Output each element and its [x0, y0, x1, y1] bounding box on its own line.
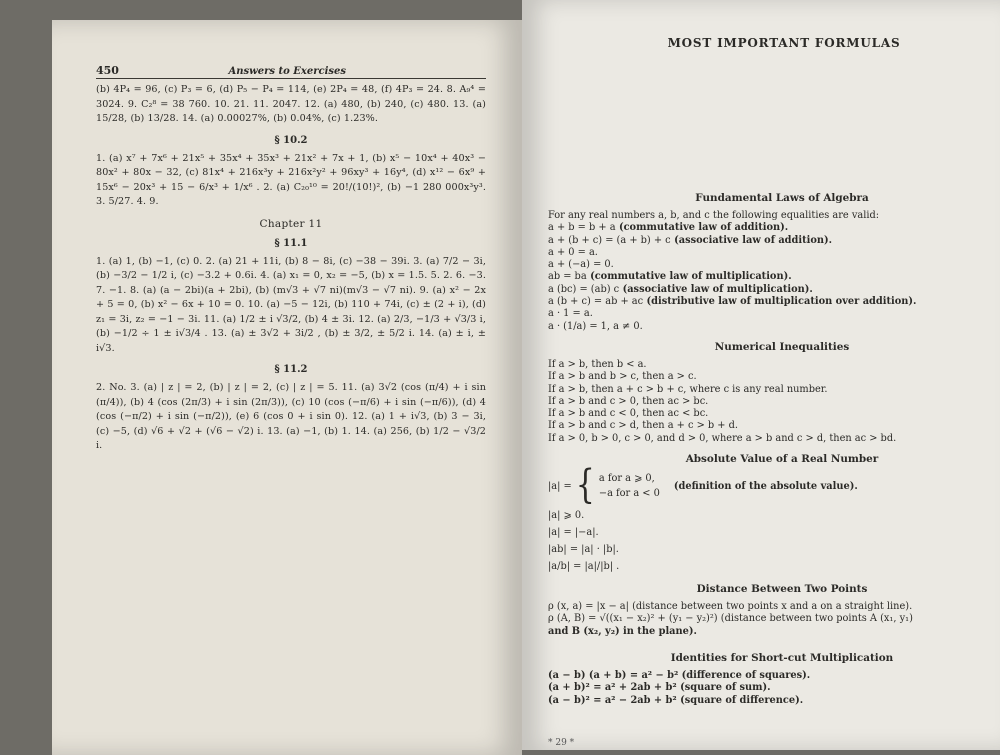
absolute-value-property: |ab| = |a| · |b|.	[548, 544, 619, 556]
fundamental-law-line	[548, 222, 980, 234]
formulas-title: MOST IMPORTANT FORMULAS	[667, 36, 901, 50]
fundamental-law-line	[548, 296, 980, 308]
multiplication-heading: Identities for Short-cut Multiplication	[670, 651, 894, 664]
multiplication-identity: (a − b) (a + b) = a² − b² (difference of squares).	[548, 669, 811, 681]
distance-line-2: ρ (A, B) = √((x₁ − x₂)² + (y₁ − y₂)²) (distance between two points A (x₁, y₁)	[548, 613, 913, 625]
section-heading-11-1: § 11.1	[274, 237, 308, 249]
inequality-line: If a > 0, b > 0, c > 0, and d > 0, where a > b and c > d, then ac > bd.	[548, 432, 897, 444]
absolute-value-properties	[548, 507, 980, 575]
formula: a (bc) = (ab) c	[548, 283, 620, 295]
formula: ab = ba	[548, 271, 587, 283]
inequality-line: If a > b and b > c, then a > c.	[548, 371, 697, 383]
section-heading-10-2: § 10.2	[274, 134, 308, 146]
formula: a (b + c) = ab + ac	[548, 296, 644, 308]
absolute-value-property: |a| ⩾ 0.	[548, 510, 585, 522]
formula: a + 0 = a.	[548, 246, 598, 258]
formula: a + b = b + a	[548, 222, 616, 234]
abs-lhs: |a| =	[548, 480, 572, 492]
distance-line-1: ρ (x, a) = |x − a| (distance between two points x and a on a straight line).	[548, 601, 913, 613]
fundamental-law-line	[548, 271, 980, 283]
fundamental-law-line	[548, 284, 980, 296]
absolute-value-definition	[548, 462, 980, 509]
answers-block-10-2: 1. (a) x⁷ + 7x⁶ + 21x⁵ + 35x⁴ + 35x³ + 21x² + 7x + 1, (b) x⁵ − 10x⁴ + 40x³ − 80x² + 80x − 32, (c) 81x⁴ + 216x³y + 216x²y² + 96xy³ + 16y⁴, (d) x¹² − 6x⁹ + 15x⁶ − 20x³ + 15 − 6/x³ + 1/x⁶ . 2. (a) C₂₀¹⁰ = 20!/(10!)², (b) −1 280 000x³y³. 3. 5/27. 4. 9.	[96, 152, 486, 207]
multiplication-identities-list	[548, 670, 980, 707]
formula: a + (b + c) = (a + b) + c	[548, 234, 671, 246]
absolute-value-property: |a/b| = |a|/|b| .	[548, 561, 620, 573]
right-page	[522, 0, 1000, 750]
distance-line-3: and B (x₂, y₂) in the plane).	[548, 625, 697, 637]
law-description: (associative law of addition).	[670, 234, 833, 246]
inequalities-heading: Numerical Inequalities	[714, 340, 850, 353]
abs-case-2: −a for a < 0	[598, 488, 660, 500]
fundamental-law-line	[548, 308, 980, 320]
answers-block-10-1: (b) 4P₄ = 96, (c) P₃ = 6, (d) P₅ − P₄ = 114, (e) 2P₄ = 48, (f) 4P₃ = 24. 8. A₉⁴ = 3024. 9. C₂⁸ = 38 760. 10. 21. 11. 2047. 12. (a) 480, (b) 240, (c) 480. 13. (a) 15/28, (b) 13/28. 14. (a) 0.00027%, (b) 0.04%, (c) 1.23%.	[96, 84, 486, 124]
inequalities-list	[548, 359, 980, 445]
answers-block-11-1: 1. (a) 1, (b) −1, (c) 0. 2. (a) 21 + 11i, (b) 8 − 8i, (c) −38 − 39i. 3. (a) 7/2 − 3i, (b) −3/2 − 1/2 i, (c) −3.2 + 0.6i. 4. (a) x₁ = 0, x₂ = −5, (b) x = 1.5. 5. 2. 6. −3. 7. −1. 8. (a) (a − 2bi)(a + 2bi), (b) (m√3 + √7 ni)(m√3 − √7 ni). 9. (a) x² − 2x + 5 = 0, (b) x² − 6x + 10 = 0. 10. (a) −5 − 12i, (b) 110 + 74i, (c) ± (2 + i), (d) z₁ = 3i, z₂ = −1 − 3i. 11. (a) 1/2 ± i √3/2, (b) 4 ± 3i. 12. (a) 2/3, −1/3 + √3/3 i, (b) −1/2 ÷ 1 ± i√3/4 . 13. (a) ± 3√2 + 3i/2 , (b) ± 3/2, ± 5/2 i. 14. (a) ± i, ± i√3.	[96, 255, 486, 354]
abs-case-1: a for a ⩾ 0,	[598, 473, 655, 485]
chapter-heading: Chapter 11	[259, 217, 323, 230]
inequality-line: If a > b and c < 0, then ac < bc.	[548, 408, 709, 420]
fundamental-law-line	[548, 247, 980, 259]
corner-page-mark: * 29 *	[548, 738, 575, 748]
multiplication-identity: (a + b)² = a² + 2ab + b² (square of sum).	[548, 682, 771, 694]
abs-definition-note: (definition of the absolute value).	[673, 480, 858, 492]
absolute-value-property: |a| = |−a|.	[548, 527, 599, 539]
law-description: (associative law of multiplication).	[619, 283, 813, 295]
absolute-value-heading: Absolute Value of a Real Number	[685, 453, 879, 466]
fundamental-laws-heading: Fundamental Laws of Algebra	[695, 192, 869, 204]
fundamental-law-line	[548, 321, 980, 333]
running-head-title: Answers to Exercises	[228, 66, 346, 77]
multiplication-identity: (a − b)² = a² − 2ab + b² (square of difference).	[548, 694, 804, 706]
section-heading-11-2: § 11.2	[274, 364, 308, 375]
formula: a · (1/a) = 1, a ≠ 0.	[548, 320, 643, 332]
abs-cases	[599, 471, 660, 501]
law-description: (commutative law of multiplication).	[586, 271, 792, 283]
fundamental-law-line	[548, 259, 980, 271]
page-number: 450	[96, 64, 119, 77]
inequality-line: If a > b and c > 0, then ac > bc.	[548, 395, 709, 407]
formula: a · 1 = a.	[548, 308, 593, 320]
distance-heading: Distance Between Two Points	[696, 583, 868, 596]
answers-block-11-2: 2. No. 3. (a) | z | = 2, (b) | z | = 2, (c) | z | = 5. 11. (a) 3√2 (cos (π/4) + i sin (π/4)), (b) 4 (cos (2π/3) + i sin (2π/3)), (c) 10 (cos (−π/6) + i sin (−π/6)), (d) 4 (cos (−π/2) + i sin (−π/2)), (e) 6 (cos 0 + i sin 0). 12. (a) 1 + i√3, (b) 3 − 3i, (c) −5, (d) √6 + √2 + (√6 − √2) i. 13. (a) −1, (b) 1. 14. (a) 256, (b) 1/2 − √3/2 i.	[96, 382, 486, 451]
law-description: (distributive law of multiplication over addition).	[643, 296, 917, 308]
fundamental-laws-list	[548, 222, 980, 333]
inequality-line: If a > b, then b < a.	[548, 358, 647, 370]
formula: a + (−a) = 0.	[548, 259, 614, 271]
fundamental-law-line	[548, 235, 980, 247]
inequality-line: If a > b and c > d, then a + c > b + d.	[548, 420, 738, 432]
fundamental-intro: For any real numbers a, b, and c the following equalities are valid:	[548, 210, 880, 221]
left-page	[52, 20, 522, 755]
inequality-line: If a > b, then a + c > b + c, where c is any real number.	[548, 383, 828, 395]
running-head	[96, 64, 486, 79]
left-brace-symbol: {	[575, 462, 595, 509]
law-description: (commutative law of addition).	[615, 222, 789, 234]
